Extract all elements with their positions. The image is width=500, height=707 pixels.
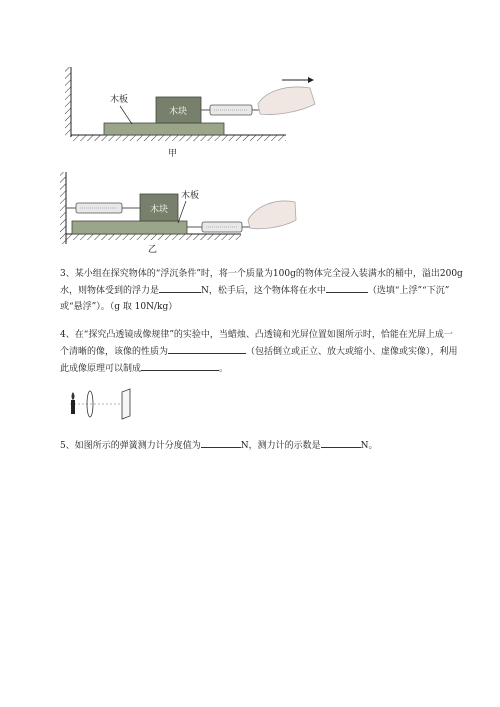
q4-line3: 此成像原理可以制成 。 [60, 360, 480, 377]
spring-scale-right [187, 222, 250, 232]
q4-line1: 4、在“探究凸透镜成像规律”的实验中，当蜡烛、凸透镜和光屏位置如图所示时，恰能在光屏上成一 [60, 330, 453, 340]
q3-line3: 或“悬浮”）。（g 取 10N/kg） [60, 302, 178, 312]
wooden-board [72, 221, 187, 234]
board-label: 木板 [110, 95, 129, 105]
answer-blank-reading[interactable] [321, 437, 361, 448]
hand-icon [258, 87, 315, 115]
figure-caption: 乙 [148, 245, 158, 255]
block-label: 木块 [168, 107, 188, 117]
pull-direction-arrow [282, 77, 314, 83]
q4-line2: 个清晰的像，该像的性质为 （包括倒立或正立、放大或缩小、虚像或实像），利用 [60, 343, 480, 360]
question-3 [60, 266, 480, 315]
light-screen [122, 389, 130, 419]
board-label: 木板 [181, 191, 200, 201]
spring-scale [201, 105, 260, 115]
q3-line2: 水，则物体受到的浮力是 N，松手后，这个物体将在水中 （选填“上浮”“下沉” [60, 282, 480, 299]
answer-blank-buoyancy[interactable] [159, 282, 201, 293]
wall [65, 67, 71, 137]
lens-experiment-figure [66, 386, 146, 422]
wooden-board [104, 123, 224, 135]
spring-scale-left [66, 203, 140, 213]
hand-icon [248, 201, 296, 229]
board-leader-line [178, 201, 186, 223]
question-5: 5、如图所示的弹簧测力计分度值为 N，测力计的示数是 N。 [60, 437, 480, 454]
figure-yi [60, 168, 320, 260]
ground [71, 135, 286, 141]
block-label: 木块 [149, 205, 169, 215]
answer-blank-division[interactable] [201, 437, 241, 448]
figure-jia [60, 62, 320, 162]
answer-blank-device[interactable] [141, 360, 219, 371]
board-leader-line [120, 106, 132, 124]
ground [66, 234, 241, 240]
figure-caption: 甲 [168, 149, 178, 159]
q3-line1: 3、某小组在探究物体的“浮沉条件”时，将一个质量为100g的物体完全浸入装满水的桶中，溢出200g [60, 269, 463, 279]
answer-blank-state[interactable] [326, 282, 368, 293]
answer-blank-image-property[interactable] [168, 343, 246, 354]
wall [60, 172, 66, 244]
question-4 [60, 327, 480, 377]
candle-icon [71, 392, 75, 414]
